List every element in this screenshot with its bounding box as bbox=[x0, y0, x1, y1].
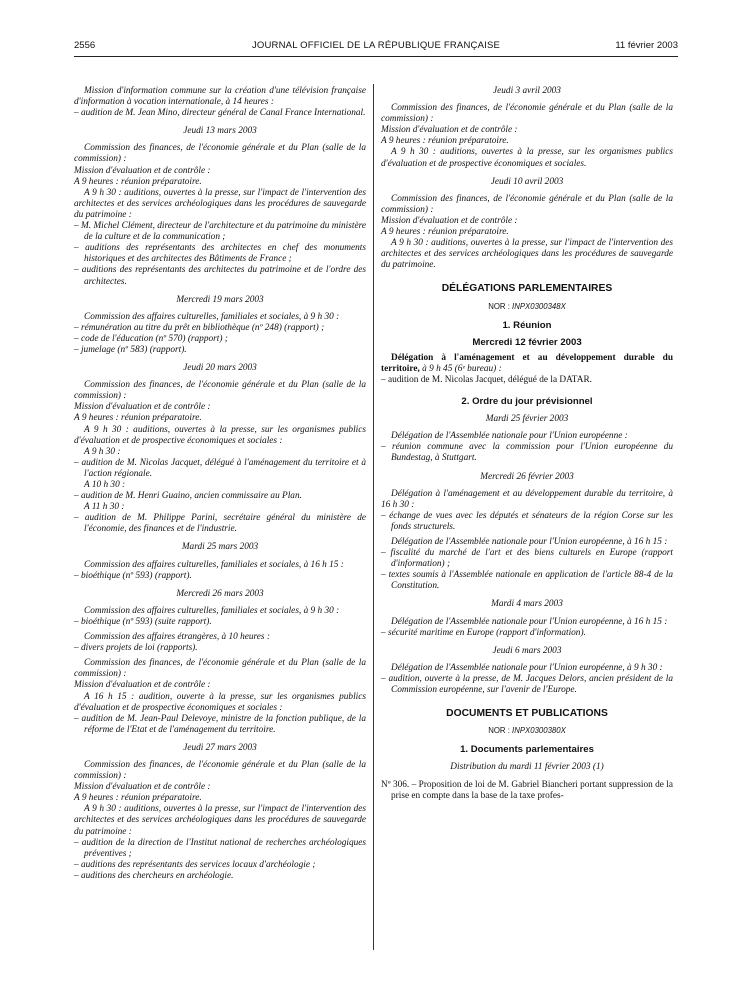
list-item: – rémunération au titre du prêt en bibliothèque (nº 248) (rapport) ; bbox=[74, 322, 325, 333]
list-item: – auditions des représentants des architectes en chef des monuments historiques et des architectes des Bâtiments de France ; bbox=[74, 243, 366, 265]
journal-title: JOURNAL OFFICIEL DE LA RÉPUBLIQUE FRANÇAISE bbox=[251, 40, 501, 51]
nor-label: NOR : bbox=[488, 726, 513, 736]
date-heading: Jeudi 27 mars 2003 bbox=[183, 742, 257, 753]
date-heading: Jeudi 20 mars 2003 bbox=[183, 363, 257, 374]
paragraph: Commission des finances, de l'économie générale et du Plan (salle de la commission) : bbox=[74, 143, 366, 165]
paragraph: Commission des affaires culturelles, familiales et sociales, à 9 h 30 : bbox=[84, 605, 340, 616]
list-item: – divers projets de loi (rapports). bbox=[74, 643, 198, 654]
paragraph: Commission des finances, de l'économie générale et du Plan (salle de la commission) : bbox=[74, 658, 366, 680]
nor-code: INPX0300380X bbox=[512, 726, 566, 736]
list-item: – audition de M. Jean Mino, directeur général de Canal France International. bbox=[74, 108, 366, 119]
date-heading-bold: Mercredi 12 février 2003 bbox=[472, 336, 582, 348]
page-header bbox=[74, 40, 678, 54]
paragraph: A 11 h 30 : bbox=[84, 502, 125, 513]
paragraph: Commission des affaires culturelles, familiales et sociales, à 16 h 15 : bbox=[84, 559, 344, 570]
section-heading: DOCUMENTS ET PUBLICATIONS bbox=[446, 708, 608, 720]
document-entry: Nº 306. – Proposition de loi de M. Gabriel Biancheri portant suppression de la prise en compte dans la base de la taxe profes- bbox=[381, 779, 673, 801]
column-divider bbox=[373, 84, 374, 950]
paragraph: Mission d'évaluation et de contrôle : bbox=[381, 215, 518, 226]
list-item: – jumelage (nº 583) (rapport). bbox=[74, 344, 187, 355]
list-item: – auditions des représentants des architectes du patrimoine et de l'ordre des architectes. bbox=[74, 265, 366, 287]
paragraph: Commission des finances, de l'économie générale et du Plan (salle de la commission) : bbox=[74, 759, 366, 782]
paragraph: A 9 heures : réunion préparatoire. bbox=[74, 176, 202, 187]
date-heading: Mardi 25 février 2003 bbox=[485, 414, 569, 425]
paragraph: Commission des finances, de l'économie générale et du Plan (salle de la commission) : bbox=[74, 380, 366, 402]
date-heading: Mercredi 26 février 2003 bbox=[480, 471, 574, 482]
list-item: – auditions des chercheurs en archéologie. bbox=[74, 870, 234, 881]
paragraph: A 9 heures : réunion préparatoire. bbox=[74, 413, 202, 424]
paragraph: A 9 h 30 : auditions, ouvertes à la presse, sur l'impact de l'intervention des architectes et des services archéologiques dans les procédures de sauvegarde du patrimoine : bbox=[74, 187, 366, 220]
paragraph: Délégation de l'Assemblée nationale pour l'Union européenne, à 9 h 30 : bbox=[391, 662, 663, 673]
paragraph: Mission d'évaluation et de contrôle : bbox=[74, 782, 211, 793]
paragraph: Délégation de l'Assemblée nationale pour l'Union européenne, à 16 h 15 : bbox=[391, 616, 668, 627]
paragraph: Délégation de l'Assemblée nationale pour l'Union européenne : bbox=[391, 431, 628, 442]
nor-reference bbox=[381, 725, 673, 736]
list-item: – réunion commune avec la commission pour l'Union européenne du Bundestag, à Stuttgart. bbox=[381, 442, 673, 464]
paragraph: Mission d'évaluation et de contrôle : bbox=[381, 125, 518, 136]
paragraph: A 9 heures : réunion préparatoire. bbox=[381, 136, 509, 147]
paragraph: Délégation de l'Assemblée nationale pour l'Union européenne, à 16 h 15 : bbox=[391, 537, 668, 547]
list-item: – auditions des représentants des services locaux d'archéologie ; bbox=[74, 859, 316, 870]
left-column bbox=[74, 86, 366, 882]
list-item: – code de l'éducation (nº 570) (rapport) ; bbox=[74, 333, 228, 344]
list-item: – fiscalité du marché de l'art et des biens culturels en Europe (rapport d'information) ; bbox=[381, 548, 673, 570]
subsection-heading: 1. Documents parlementaires bbox=[460, 744, 594, 756]
subsection-heading: 1. Réunion bbox=[502, 319, 552, 331]
date-heading: Mercredi 19 mars 2003 bbox=[176, 294, 264, 305]
paragraph: Mission d'évaluation et de contrôle : bbox=[74, 402, 211, 413]
list-item: – audition, ouverte à la presse, de M. Jacques Delors, ancien président de la Commission européenne, sur l'avenir de l'Europe. bbox=[381, 673, 673, 696]
date-heading: Jeudi 3 avril 2003 bbox=[493, 86, 561, 96]
list-item: – audition de M. Jean-Paul Delevoye, ministre de la fonction publique, de la réforme de l'Etat et de l'aménagement du territoire. bbox=[74, 713, 366, 735]
list-item: – audition de M. Nicolas Jacquet, délégué de la DATAR. bbox=[381, 374, 592, 385]
date-heading: Jeudi 13 mars 2003 bbox=[183, 126, 257, 137]
paragraph: A 9 h 30 : auditions, ouvertes à la presse, sur les organismes publics d'évaluation et de prospective économiques et sociales. bbox=[381, 147, 673, 169]
delegation-name: Délégation à l'aménagement et au développement durable du territoire, bbox=[381, 352, 673, 374]
nor-reference bbox=[381, 301, 673, 312]
paragraph: Mission d'information commune sur la création d'une télévision française d'information à vocation internationale, à 14 heures : bbox=[74, 86, 366, 108]
paragraph: A 16 h 15 : audition, ouverte à la presse, sur les organismes publics d'évaluation et de prospective économiques et sociales : bbox=[74, 691, 366, 713]
list-item: – M. Michel Clément, directeur de l'architecture et du patrimoine du ministère de la culture et de la communication ; bbox=[74, 221, 366, 243]
list-item: – audition de M. Nicolas Jacquet, délégué à l'aménagement du territoire et à l'action régionale. bbox=[74, 457, 366, 479]
list-item: – audition de la direction de l'Institut national de recherches archéologiques préventives ; bbox=[74, 837, 366, 859]
date-heading: Jeudi 6 mars 2003 bbox=[492, 645, 562, 656]
paragraph: Délégation à l'aménagement et au développement durable du territoire, à 16 h 30 : bbox=[381, 488, 673, 510]
paragraph: Commission des finances, de l'économie générale et du Plan (salle de la commission) : bbox=[381, 103, 673, 125]
list-item: – textes soumis à l'Assemblée nationale en application de l'article 88-4 de la Constitution. bbox=[381, 570, 673, 592]
section-heading: DÉLÉGATIONS PARLEMENTAIRES bbox=[441, 283, 613, 295]
list-item: – sécurité maritime en Europe (rapport d'information). bbox=[381, 627, 586, 638]
distribution-heading: Distribution du mardi 11 février 2003 (1) bbox=[450, 762, 604, 773]
list-item: – audition de M. Henri Guaino, ancien commissaire au Plan. bbox=[74, 491, 302, 502]
paragraph: A 9 h 30 : bbox=[84, 446, 121, 457]
nor-code: INPX0300348X bbox=[512, 301, 566, 311]
list-item: – audition de M. Philippe Parini, secrétaire général du ministère de l'économie, des finances et de l'industrie. bbox=[74, 513, 366, 535]
paragraph: Mission d'évaluation et de contrôle : bbox=[74, 165, 211, 176]
page-number: 2556 bbox=[74, 40, 96, 51]
subsection-heading: 2. Ordre du jour prévisionnel bbox=[461, 396, 593, 408]
list-item: – échange de vues avec les députés et sénateurs de la région Corse sur les fonds structurels. bbox=[381, 510, 673, 532]
date-heading: Mardi 4 mars 2003 bbox=[491, 599, 563, 610]
date-heading: Mardi 25 mars 2003 bbox=[181, 542, 259, 553]
paragraph: A 9 h 30 : auditions, ouvertes à la presse, sur les organismes publics d'évaluation et de prospective économiques et sociales : bbox=[74, 424, 366, 446]
paragraph: Commission des finances, de l'économie générale et du Plan (salle de la commission) : bbox=[381, 193, 673, 215]
date-heading: Mercredi 26 mars 2003 bbox=[176, 588, 264, 599]
list-item: – bioéthique (nº 593) (suite rapport). bbox=[74, 616, 212, 627]
header-rule bbox=[74, 56, 678, 57]
delegation-time: à 9 h 45 (6ᵉ bureau) : bbox=[419, 363, 502, 374]
paragraph: A 10 h 30 : bbox=[84, 480, 126, 490]
date-heading: Jeudi 10 avril 2003 bbox=[490, 176, 564, 187]
issue-date: 11 février 2003 bbox=[615, 40, 678, 51]
paragraph: A 9 heures : réunion préparatoire. bbox=[74, 793, 202, 804]
paragraph: A 9 h 30 : auditions, ouvertes à la presse, sur l'impact de l'intervention des architectes et des services archéologiques dans les procédures de sauvegarde du patrimoine : bbox=[74, 804, 366, 837]
paragraph bbox=[381, 353, 673, 375]
paragraph: Commission des affaires culturelles, familiales et sociales, à 9 h 30 : bbox=[84, 311, 340, 322]
right-column bbox=[381, 86, 673, 802]
list-item: – bioéthique (nº 593) (rapport). bbox=[74, 570, 192, 581]
paragraph: A 9 h 30 : auditions, ouvertes à la presse, sur l'impact de l'intervention des architectes et des services archéologiques dans les procédures de sauvegarde du patrimoine. bbox=[381, 238, 673, 271]
paragraph: A 9 heures : réunion préparatoire. bbox=[381, 227, 509, 238]
nor-label: NOR : bbox=[488, 301, 513, 311]
paragraph: Mission d'évaluation et de contrôle : bbox=[74, 680, 211, 691]
paragraph: Commission des affaires étrangères, à 10 heures : bbox=[84, 632, 270, 643]
